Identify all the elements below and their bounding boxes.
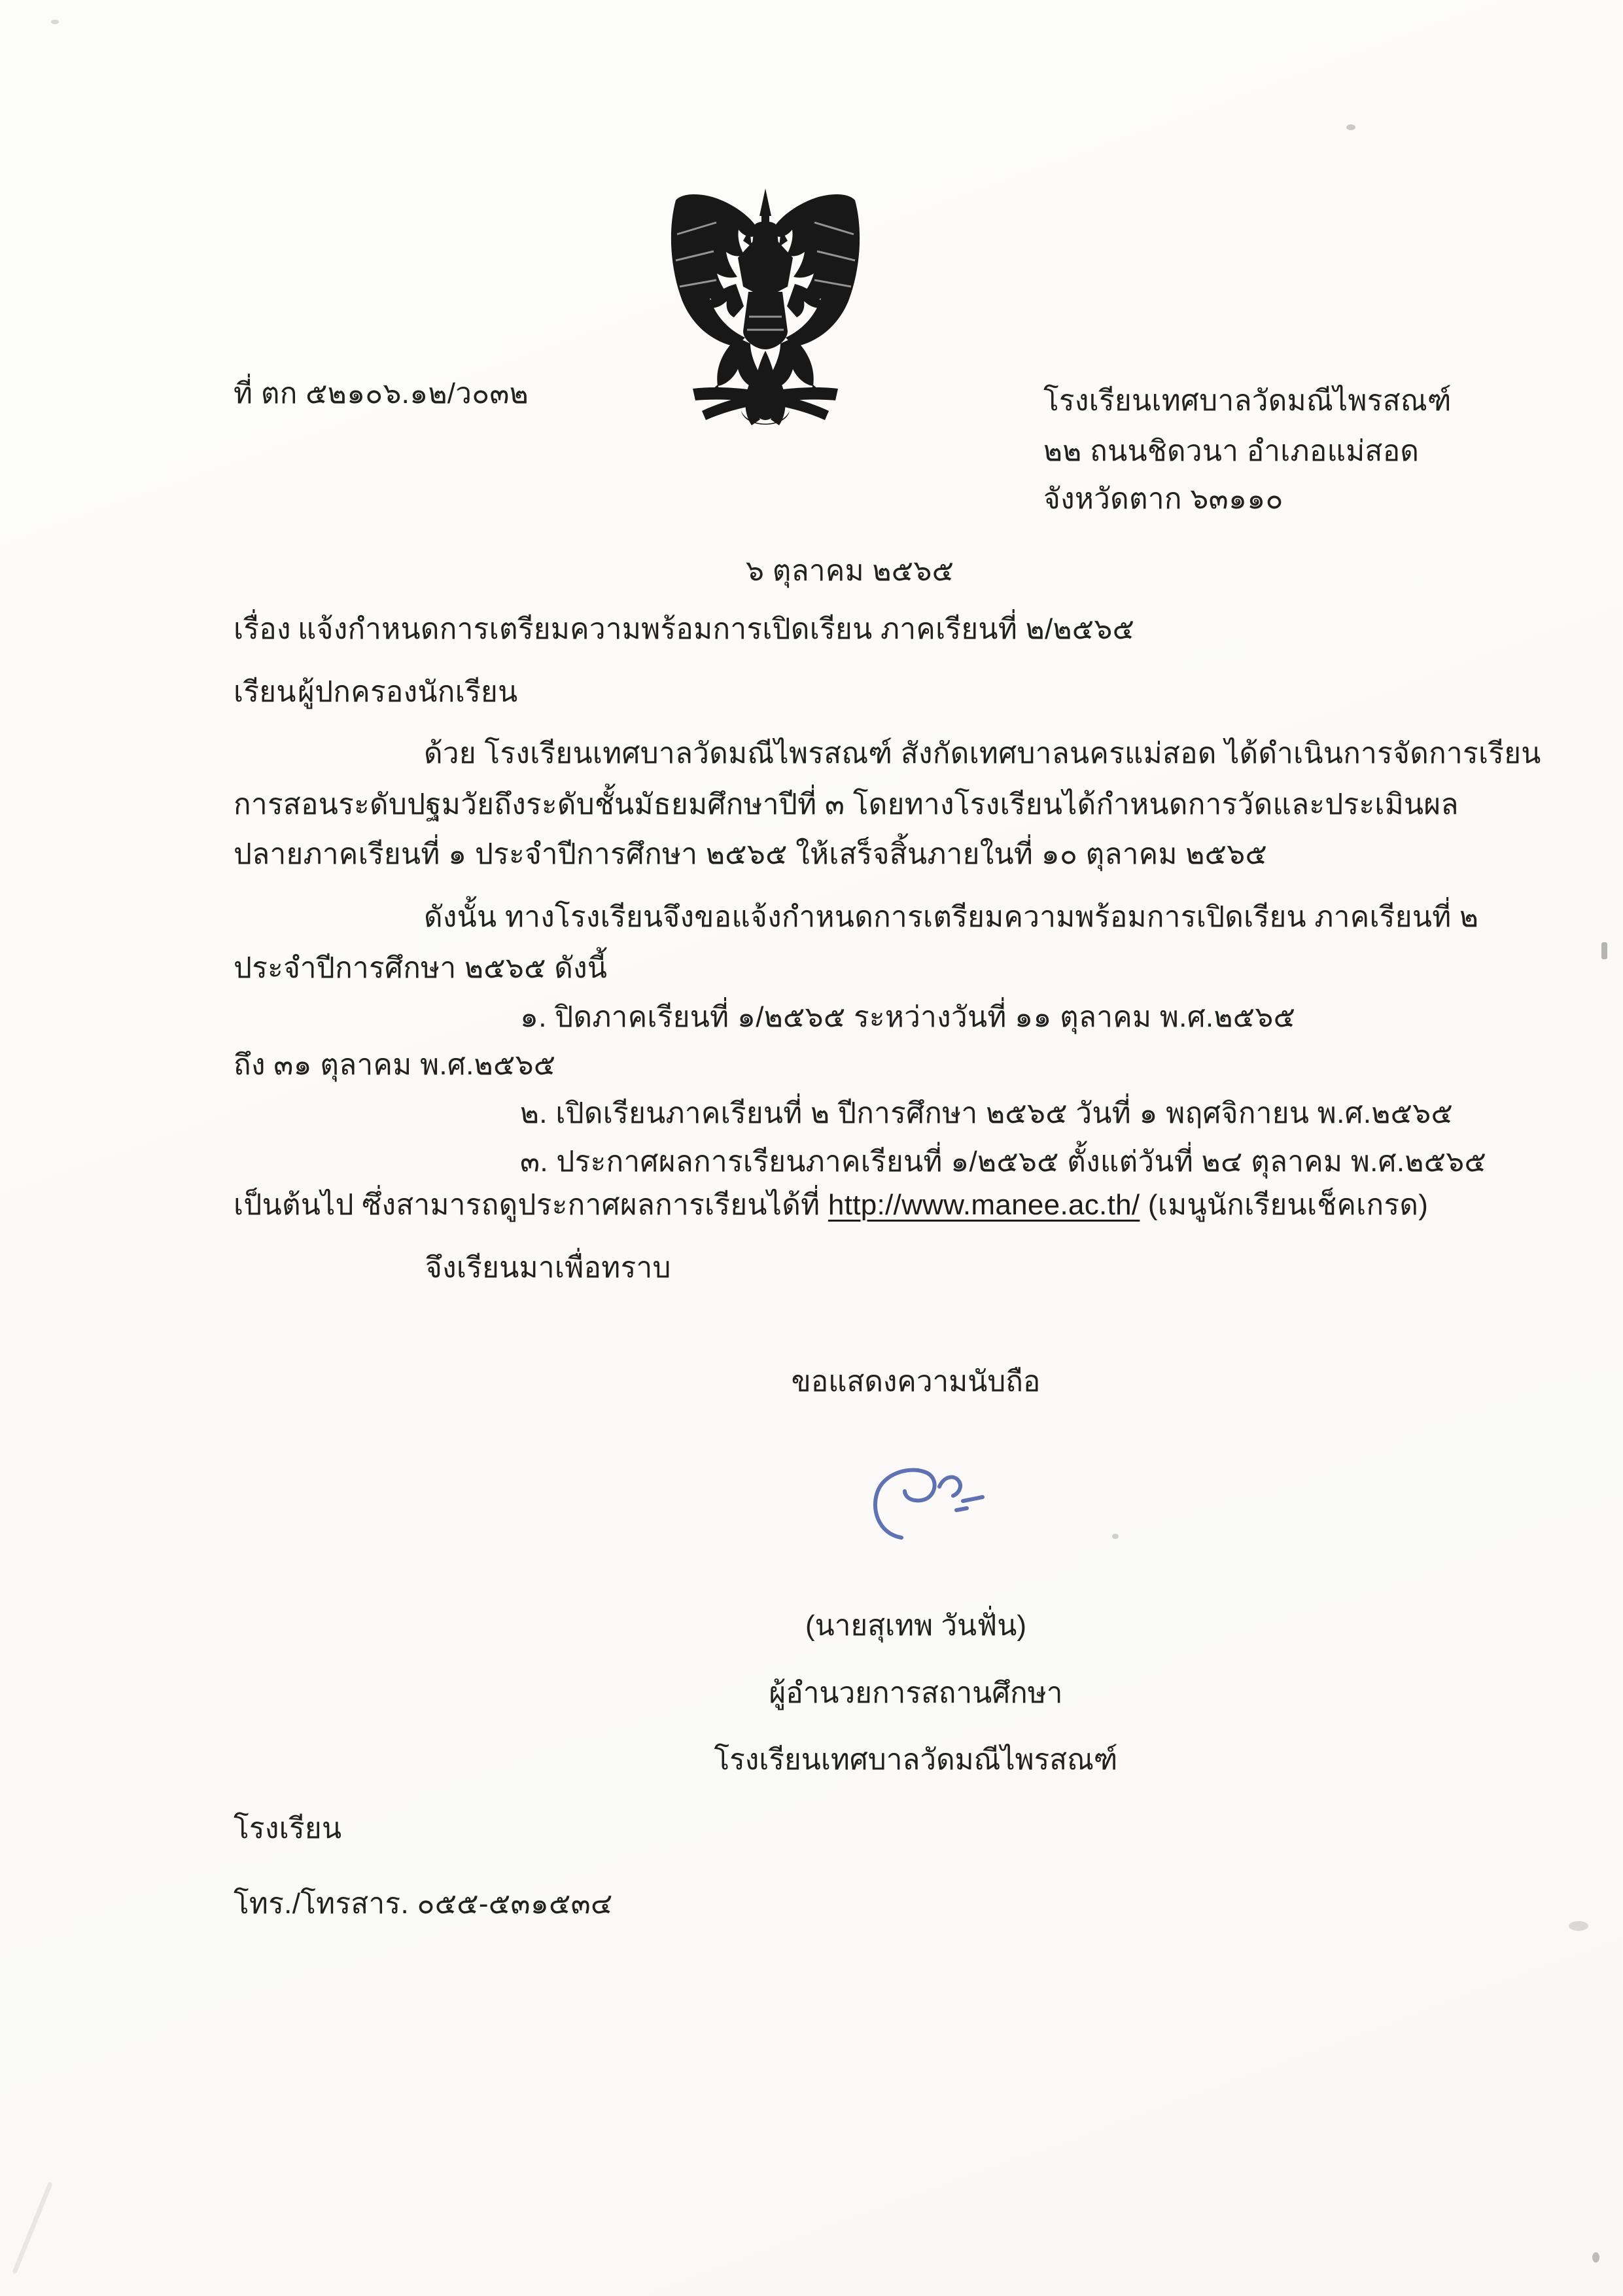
item-1-continuation: ถึง ๓๑ ตุลาคม พ.ศ.๒๕๖๕ xyxy=(234,1049,556,1081)
item-2: ๒. เปิดเรียนภาคเรียนที่ ๒ ปีการศึกษา ๒๕๖๕ วันที่ ๑ พฤศจิกายน พ.ศ.๒๕๖๕ xyxy=(520,1097,1454,1129)
salutation: ขอแสดงความนับถือ xyxy=(791,1366,1041,1398)
footer-school: โรงเรียน xyxy=(234,1812,342,1845)
item-1: ๑. ปิดภาคเรียนที่ ๑/๒๕๖๕ ระหว่างวันที่ ๑๑ ตุลาคม พ.ศ.๒๕๖๕ xyxy=(520,1001,1296,1033)
footer-phone: โทร./โทรสาร. ๐๕๕-๕๓๑๕๓๔ xyxy=(234,1888,613,1920)
scan-artifact xyxy=(1601,942,1607,959)
signer-title: ผู้อำนวยการสถานศึกษา xyxy=(769,1677,1063,1709)
letter-date: ๖ ตุลาคม ๒๕๖๕ xyxy=(746,555,954,587)
sender-name: โรงเรียนเทศบาลวัดมณีไพรสณฑ์ xyxy=(1043,385,1452,417)
para1-line1: ด้วย โรงเรียนเทศบาลวัดมณีไพรสณฑ์ สังกัดเทศบาลนครแม่สอด ได้ดำเนินการจัดการเรียน xyxy=(424,737,1541,769)
scan-artifact xyxy=(1569,1921,1588,1931)
ref-number: ที่ ตก ๕๒๑๐๖.๑๒/ว๐๓๒ xyxy=(234,378,529,410)
signer-org: โรงเรียนเทศบาลวัดมณีไพรสณฑ์ xyxy=(714,1744,1118,1776)
sender-street: ๒๒ ถนนชิดวนา อำเภอแม่สอด xyxy=(1043,435,1420,467)
item-3-continuation xyxy=(234,1186,1428,1225)
scan-artifact xyxy=(51,20,59,24)
subject-label: เรื่อง xyxy=(234,613,291,645)
closing-line: จึงเรียนมาเพื่อทราบ xyxy=(425,1252,671,1284)
to-text: ผู้ปกครองนักเรียน xyxy=(298,676,518,708)
scan-artifact xyxy=(1112,1534,1119,1539)
signature-ink xyxy=(864,1464,994,1553)
sender-province: จังหวัดตาก ๖๓๑๑๐ xyxy=(1043,483,1283,515)
item-3: ๓. ประกาศผลการเรียนภาคเรียนที่ ๑/๒๕๖๕ ตั้งแต่วันที่ ๒๔ ตุลาคม พ.ศ.๒๕๖๕ xyxy=(520,1146,1487,1178)
garuda-emblem-drawing xyxy=(657,188,873,432)
para2-line2: ประจำปีการศึกษา ๒๕๖๕ ดังนี้ xyxy=(234,952,608,984)
item-3-cont-suffix: (เมนูนักเรียนเช็คเกรด) xyxy=(1140,1189,1429,1221)
subject-text: แจ้งกำหนดการเตรียมความพร้อมการเปิดเรียน ภาคเรียนที่ ๒/๒๕๖๕ xyxy=(298,613,1135,645)
signer-name: (นายสุเทพ วันฟั่น) xyxy=(805,1610,1026,1642)
scan-artifact xyxy=(1346,124,1355,130)
para1-line2: การสอนระดับปฐมวัยถึงระดับชั้นมัธยมศึกษาปีที่ ๓ โดยทางโรงเรียนได้กำหนดการวัดและประเมินผล xyxy=(234,788,1459,821)
para1-line3: ปลายภาคเรียนที่ ๑ ประจำปีการศึกษา ๒๕๖๕ ให้เสร็จสิ้นภายในที่ ๑๐ ตุลาคม ๒๕๖๕ xyxy=(234,838,1268,870)
para2-line1: ดังนั้น ทางโรงเรียนจึงขอแจ้งกำหนดการเตรียมความพร้อมการเปิดเรียน ภาคเรียนที่ ๒ xyxy=(424,901,1479,933)
scan-artifact xyxy=(12,2181,53,2274)
scan-artifact xyxy=(1592,2252,1599,2263)
item-3-cont-prefix: เป็นต้นไป ซึ่งสามารถดูประกาศผลการเรียนได้ที่ xyxy=(234,1189,828,1221)
garuda-emblem xyxy=(657,188,873,435)
grades-portal-link[interactable]: http://www.manee.ac.th/ xyxy=(828,1189,1140,1221)
to-label: เรียน xyxy=(234,676,296,708)
